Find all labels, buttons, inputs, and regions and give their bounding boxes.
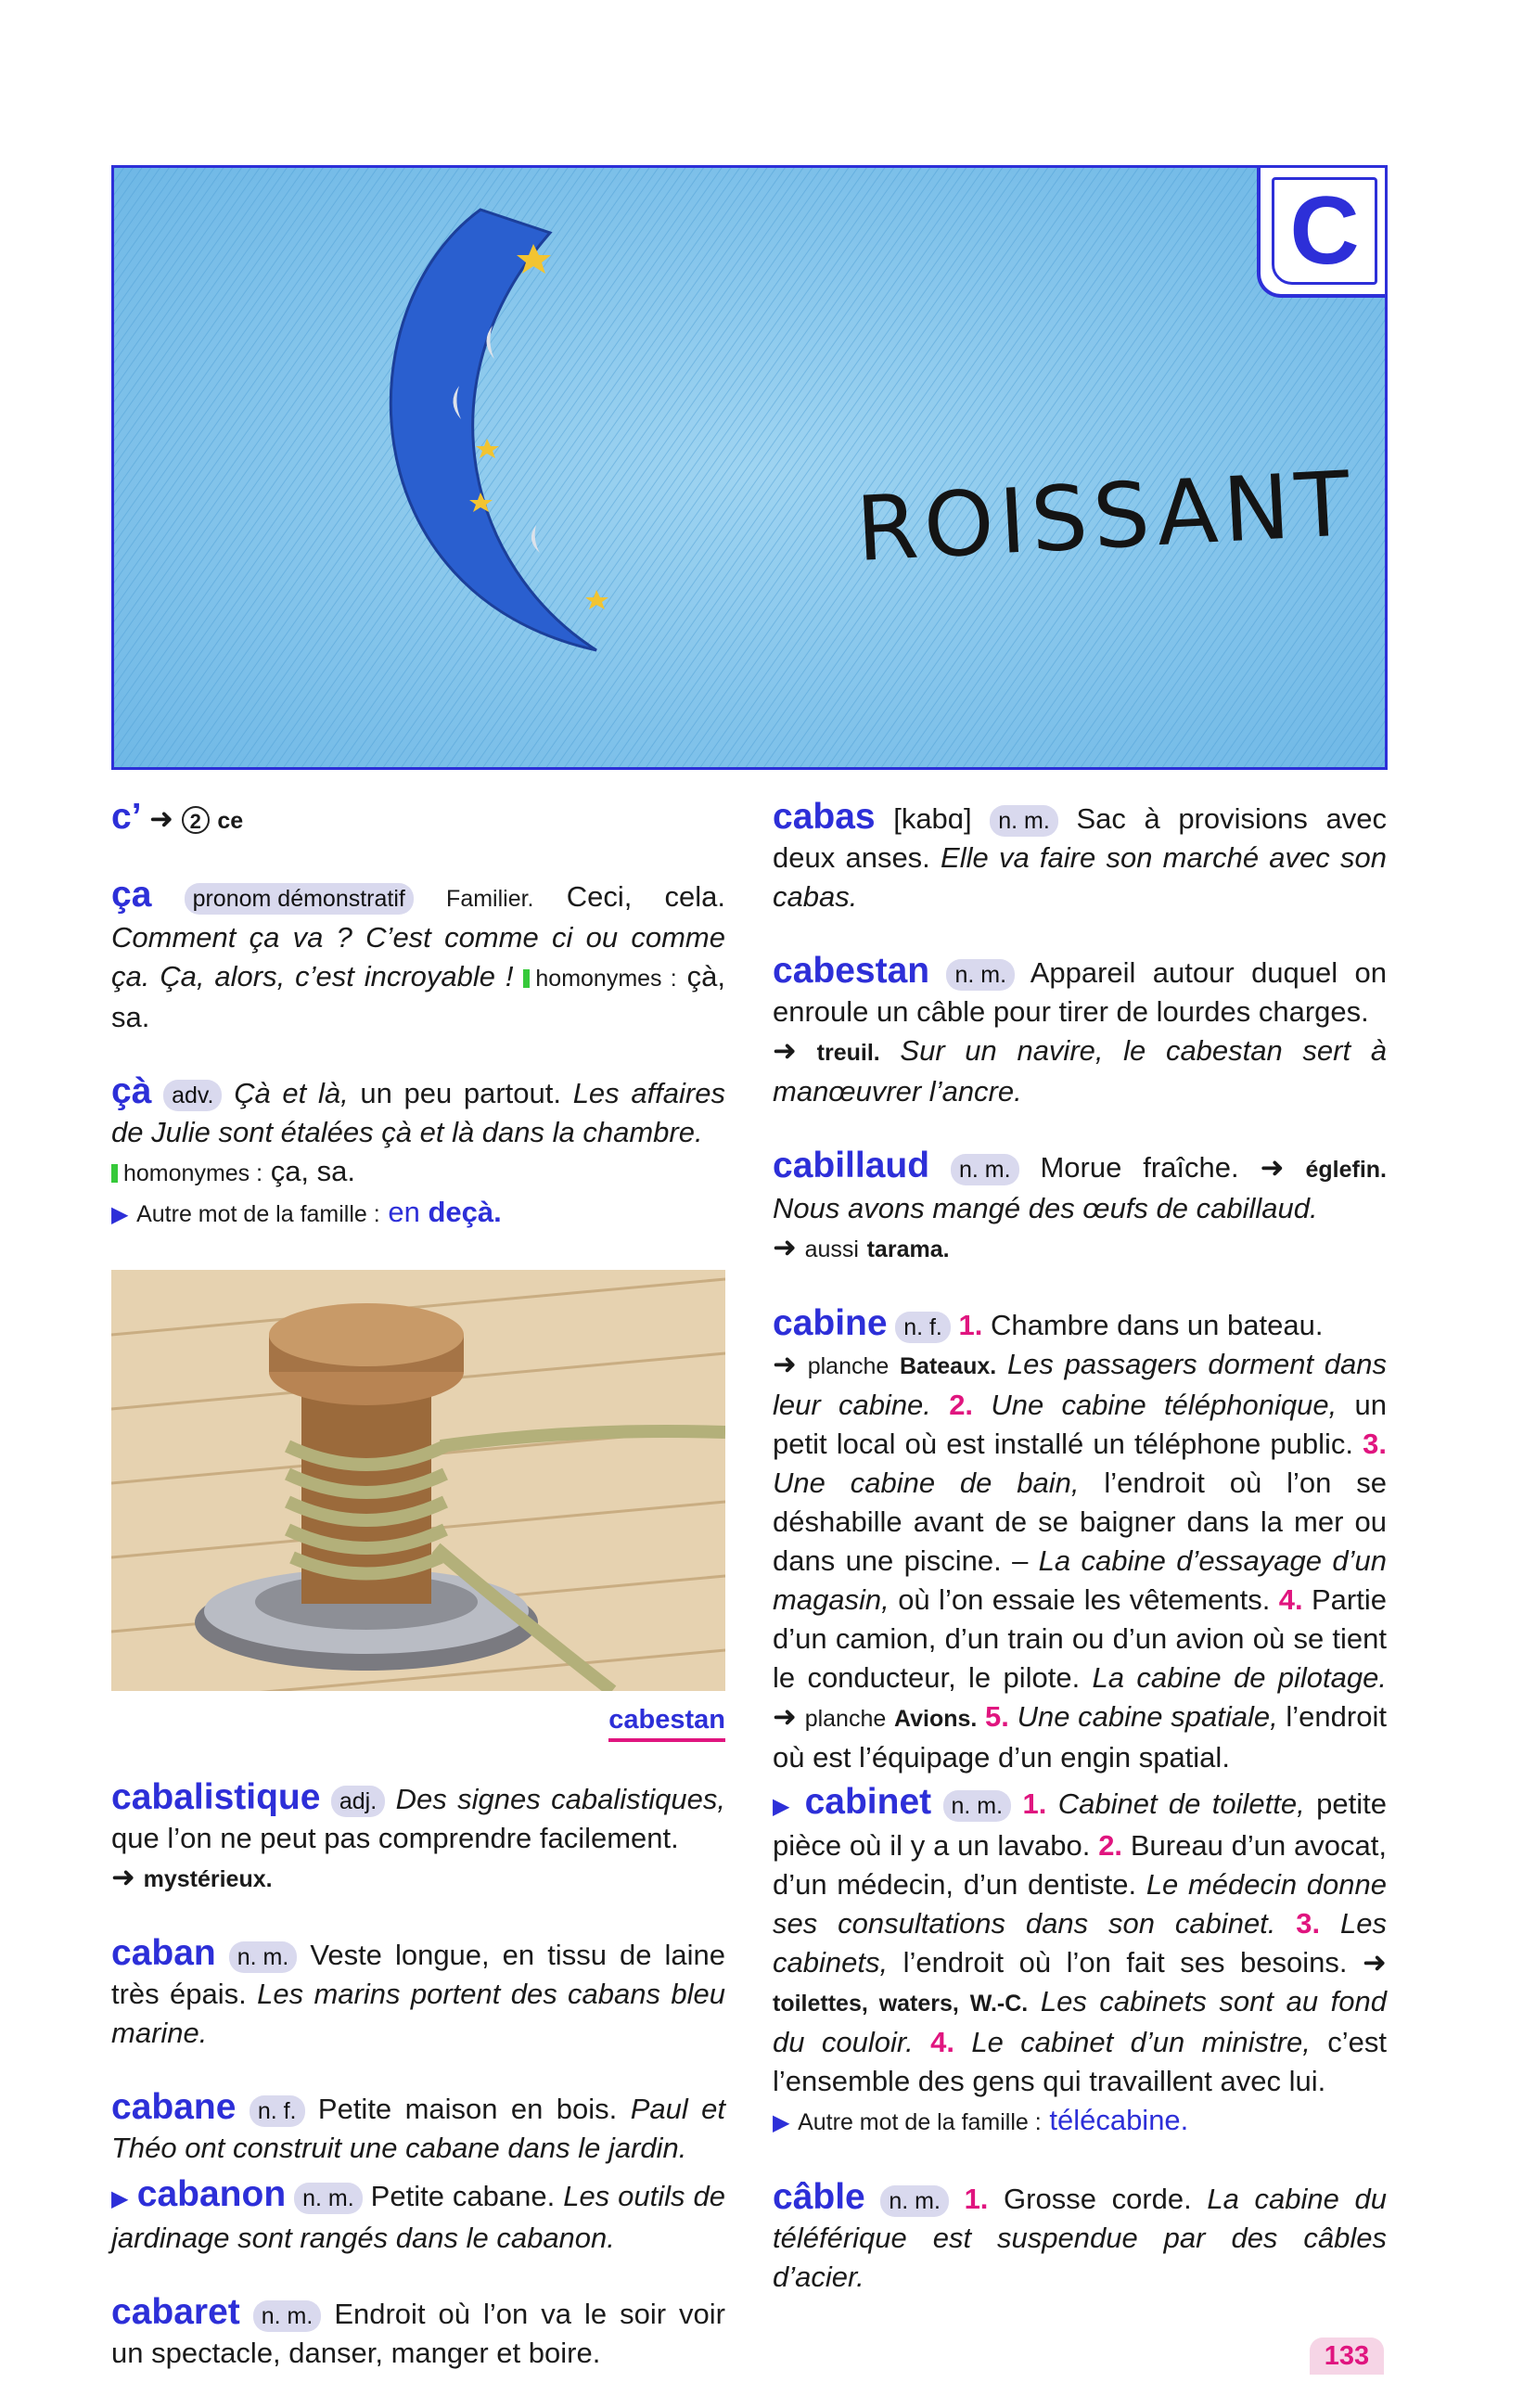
- definition: Partie d’un camion, d’un train ou d’un avion où se tient le conducteur, le pilote.: [773, 1583, 1387, 1694]
- part-of-speech-badge: n. m.: [229, 1941, 298, 1973]
- part-of-speech-badge: n. m.: [294, 2183, 363, 2214]
- part-of-speech-badge: n. m.: [946, 959, 1015, 991]
- see-arrow-icon: ➜: [111, 1861, 135, 1893]
- right-column: [773, 798, 1387, 2332]
- example: La cabine du téléférique est suspendue par des câbles d’acier.: [773, 2183, 1387, 2293]
- headword: ça: [111, 875, 152, 915]
- entry-cable: [773, 2178, 1387, 2297]
- part-of-speech-badge: n. m.: [990, 805, 1058, 837]
- example: La cabine d’essayage d’un magasin,: [773, 1544, 1387, 1616]
- entry-cabaret: [111, 2293, 725, 2373]
- part-of-speech-badge: n. m.: [253, 2300, 322, 2332]
- example: Les cabinets,: [773, 1907, 1387, 1979]
- sense-number: 1.: [964, 2183, 989, 2215]
- definition: c’est l’ensemble des gens qui travaillent avec lui.: [773, 2026, 1387, 2097]
- definition: Petite cabane.: [370, 2180, 556, 2212]
- see-also: tarama.: [866, 1236, 950, 1262]
- see-arrow-icon: ➜: [1260, 1151, 1285, 1184]
- caption-text: cabestan: [608, 1705, 725, 1742]
- headword: cabine: [773, 1303, 888, 1343]
- definition: un peu partout.: [360, 1077, 562, 1109]
- definition: un petit local où est installé un téléphone public.: [773, 1389, 1387, 1460]
- definition: Veste longue, en tissu de laine très épais.: [111, 1939, 725, 2010]
- section-letter: C: [1272, 177, 1377, 285]
- see-also: églefin.: [1305, 1157, 1387, 1183]
- part-of-speech-badge: n. m.: [943, 1790, 1012, 1822]
- illustration-caption: [111, 1700, 725, 1739]
- sense-number: 5.: [985, 1700, 1009, 1733]
- homonyms: çà, sa.: [111, 960, 725, 1033]
- sense-number: 1.: [1022, 1787, 1047, 1820]
- entry-cabane: [111, 2088, 725, 2168]
- part-of-speech-badge: n. m.: [880, 2185, 949, 2217]
- headword: caban: [111, 1933, 216, 1973]
- example: Le médecin donne ses consultations dans son cabinet.: [773, 1868, 1387, 1940]
- phonetic: [kabɑ]: [893, 802, 972, 835]
- headword: c’: [111, 797, 142, 837]
- derived-arrow-icon: ▶: [111, 2186, 129, 2211]
- family-label: Autre mot de la famille :: [798, 2109, 1042, 2135]
- part-of-speech-badge: adj.: [331, 1786, 385, 1817]
- part-of-speech-badge: n. f.: [895, 1312, 951, 1343]
- entry-cabanon: [111, 2175, 725, 2258]
- entry-caban: [111, 1934, 725, 2053]
- part-of-speech-badge: n. f.: [250, 2095, 305, 2127]
- page-number: 133: [1310, 2338, 1384, 2375]
- part-of-speech-badge: n. m.: [951, 1154, 1019, 1185]
- part-of-speech-badge: pronom démonstratif: [185, 883, 414, 915]
- cabestan-illustration: [111, 1270, 725, 1691]
- letter-banner: [111, 165, 1388, 770]
- homonym-marker: [111, 1164, 118, 1183]
- definition: Chambre dans un bateau.: [990, 1309, 1324, 1341]
- headword: cabestan: [773, 951, 930, 991]
- cross-reference: ce: [217, 808, 244, 834]
- entry-cabalistique: [111, 1778, 725, 1899]
- definition: Ceci, cela.: [566, 880, 725, 913]
- see-arrow-icon: ➜: [773, 1034, 797, 1067]
- plate-ref: Bateaux.: [900, 1353, 997, 1379]
- entry-cabestan: [773, 952, 1387, 1111]
- entry-cabine: [773, 1304, 1387, 1777]
- definition: Endroit où l’on va le soir voir un spectacle, danser, manger et boire.: [111, 2298, 725, 2369]
- entry-cabinet: [773, 1783, 1387, 2143]
- sense-number: 4.: [930, 2026, 954, 2058]
- see-arrow-icon: ➜: [773, 1700, 797, 1733]
- example: Une cabine spatiale,: [1017, 1700, 1278, 1733]
- definition: Sac à provisions avec deux anses.: [773, 802, 1387, 874]
- family-arrow-icon: ▶: [773, 2110, 790, 2135]
- example: Le cabinet d’un ministre,: [971, 2026, 1311, 2058]
- entry-c-apos: [111, 798, 725, 840]
- left-column: [111, 798, 725, 2408]
- definition: Petite maison en bois.: [317, 2093, 618, 2125]
- family-link[interactable]: deçà.: [428, 1196, 502, 1228]
- example: Elle va faire son marché avec son cabas.: [773, 841, 1387, 913]
- section-letter-tab: [1257, 168, 1385, 298]
- headword: çà: [111, 1071, 152, 1111]
- sense-number: 1.: [958, 1309, 983, 1341]
- homograph-number: 2: [182, 806, 210, 834]
- plate-label: planche: [804, 1706, 887, 1732]
- derived-arrow-icon: ▶: [773, 1794, 794, 1819]
- family-label: Autre mot de la famille :: [136, 1201, 380, 1227]
- sense-number: 2.: [949, 1389, 974, 1421]
- headword: cabillaud: [773, 1146, 930, 1185]
- plate-ref: Avions.: [893, 1706, 978, 1732]
- headword: câble: [773, 2177, 865, 2217]
- headword: cabanon: [136, 2174, 287, 2214]
- sense-number: 2.: [1098, 1829, 1123, 1862]
- sense-number: 4.: [1278, 1583, 1303, 1616]
- homonyms-label: homonymes :: [123, 1160, 263, 1186]
- definition: que l’on ne peut pas comprendre facilement.: [111, 1822, 679, 1854]
- headword: cabas: [773, 797, 876, 837]
- family-arrow-icon: ▶: [111, 1202, 129, 1227]
- definition: Appareil autour duquel on enroule un câble pour tirer de lourdes charges.: [773, 956, 1387, 1028]
- headword: cabane: [111, 2087, 237, 2127]
- example: Paul et Théo ont construit une cabane dans le jardin.: [111, 2093, 725, 2164]
- example: Les affaires de Julie sont étalées çà et là dans la chambre.: [111, 1077, 725, 1148]
- definition: l’endroit où l’on fait ses besoins.: [902, 1946, 1348, 1979]
- definition: où l’on essaie les vêtements.: [898, 1583, 1271, 1616]
- headword: cabalistique: [111, 1777, 321, 1817]
- see-also: toilettes, waters, W.-C.: [773, 1991, 1029, 2017]
- definition: Morue fraîche.: [1040, 1151, 1239, 1184]
- register-label: Familier.: [446, 886, 534, 912]
- example: Une cabine de bain,: [773, 1467, 1080, 1499]
- sense-number: 3.: [1296, 1907, 1321, 1940]
- example: Sur un navire, le cabestan sert à manœuvrer l’ancre.: [773, 1034, 1387, 1108]
- see-arrow-icon: ➜: [773, 1231, 797, 1263]
- see-also: treuil.: [816, 1040, 880, 1066]
- headword: cabinet: [804, 1782, 932, 1822]
- see-also: mystérieux.: [143, 1866, 273, 1892]
- part-of-speech-badge: adv.: [163, 1080, 222, 1111]
- entry-cabillaud: [773, 1146, 1387, 1269]
- entry-ca-adv: [111, 1072, 725, 1235]
- entry-ca: [111, 876, 725, 1037]
- family-link[interactable]: télécabine.: [1049, 2104, 1189, 2136]
- homonyms: ça, sa.: [270, 1155, 356, 1187]
- see-arrow-icon: ➜: [1363, 1946, 1387, 1979]
- banner-word: ROISSANT: [853, 451, 1358, 583]
- example: Les cabinets sont au fond du couloir.: [773, 1985, 1387, 2058]
- definition: Bureau d’un avocat, d’un médecin, d’un dentiste.: [773, 1829, 1387, 1901]
- definition: Grosse corde.: [1004, 2183, 1192, 2215]
- example: Les outils de jardinage sont rangés dans le cabanon.: [111, 2180, 725, 2254]
- see-arrow-icon: ➜: [773, 1348, 797, 1380]
- arrow: ➜: [149, 802, 174, 835]
- homonym-marker: [523, 969, 530, 988]
- family-link[interactable]: en: [388, 1196, 420, 1228]
- headword: cabaret: [111, 2292, 240, 2332]
- homonyms-label: homonymes :: [535, 966, 677, 992]
- also-label: aussi: [804, 1236, 859, 1262]
- example: Une cabine téléphonique,: [991, 1389, 1338, 1421]
- example: Des signes cabalistiques,: [395, 1783, 725, 1815]
- sense-number: 3.: [1363, 1428, 1387, 1460]
- definition: petite pièce où il y a un lavabo.: [773, 1787, 1387, 1862]
- example: Comment ça va ? C’est comme ci ou comme ça. Ça, alors, c’est incroyable !: [111, 921, 725, 993]
- definition: l’endroit où est l’équipage d’un engin spatial.: [773, 1700, 1387, 1774]
- example: Nous avons mangé des œufs de cabillaud.: [773, 1192, 1318, 1224]
- plate-label: planche: [807, 1353, 890, 1379]
- example: Les passagers dorment dans leur cabine.: [773, 1348, 1388, 1421]
- example: Les marins portent des cabans bleu marine.: [111, 1978, 725, 2049]
- entry-cabas: [773, 798, 1387, 916]
- example: La cabine de pilotage.: [1092, 1661, 1387, 1694]
- example: Çà et là,: [234, 1077, 349, 1109]
- definition: l’endroit où l’on se déshabille avant de se baigner dans la mer ou dans une piscine. –: [773, 1467, 1387, 1577]
- example: Cabinet de toilette,: [1057, 1787, 1305, 1820]
